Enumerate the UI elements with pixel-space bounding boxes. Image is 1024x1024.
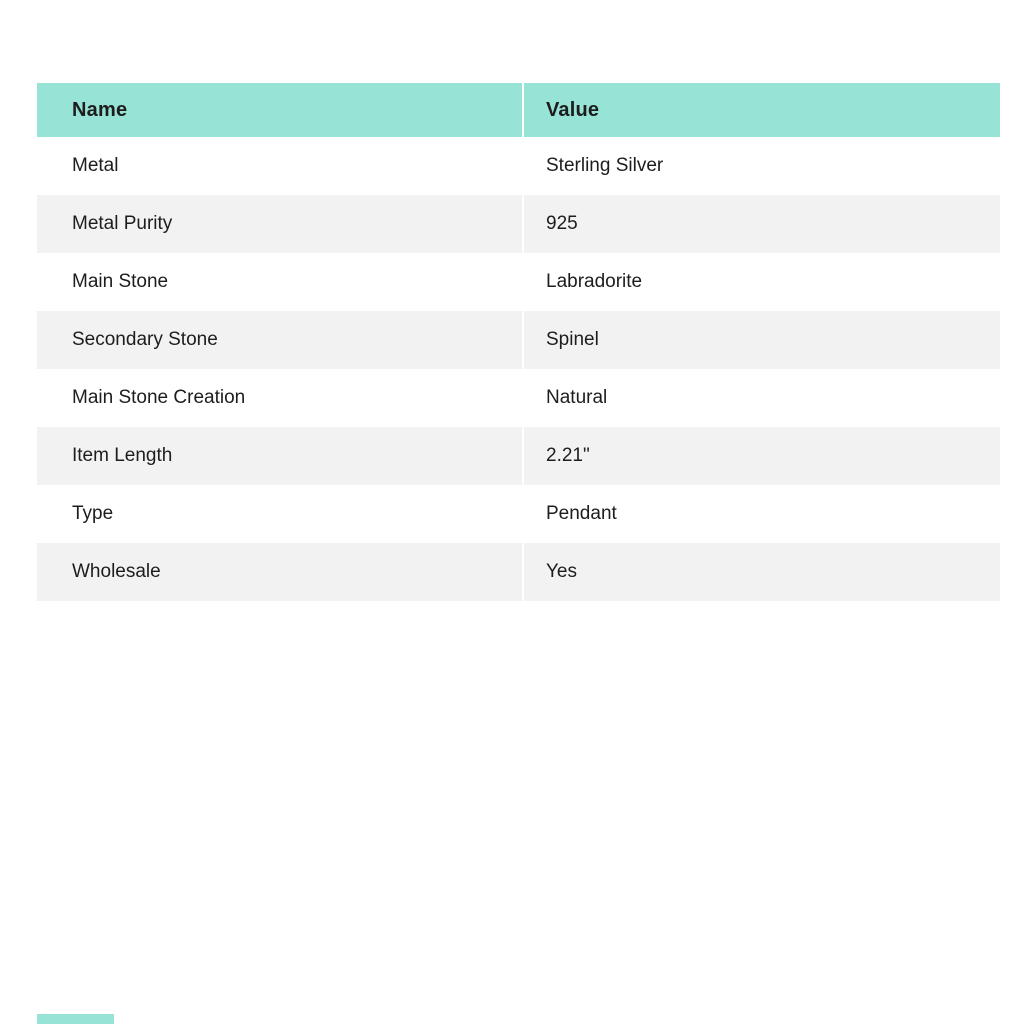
row-name-cell: Main Stone <box>37 253 523 311</box>
row-value-cell: Spinel <box>523 311 1000 369</box>
table-row <box>37 485 1000 543</box>
row-value-cell: Labradorite <box>523 253 1000 311</box>
table-row <box>37 427 1000 485</box>
table-row <box>37 253 1000 311</box>
row-value-cell: Pendant <box>523 485 1000 543</box>
cutoff-next-table-header-fragment <box>37 1014 114 1024</box>
table-row <box>37 543 1000 601</box>
table-row <box>37 195 1000 253</box>
row-name-cell: Wholesale <box>37 543 523 601</box>
spec-table-element <box>37 83 1000 601</box>
row-name-cell: Item Length <box>37 427 523 485</box>
row-name-cell: Metal Purity <box>37 195 523 253</box>
spec-table-body <box>37 137 1000 601</box>
header-cell-name: Name <box>37 83 523 137</box>
row-name-cell: Secondary Stone <box>37 311 523 369</box>
row-value-cell: Sterling Silver <box>523 137 1000 195</box>
row-value-cell: Yes <box>523 543 1000 601</box>
spec-table <box>37 83 1000 601</box>
row-value-cell: 925 <box>523 195 1000 253</box>
table-row <box>37 311 1000 369</box>
table-header-row <box>37 83 1000 137</box>
table-row <box>37 137 1000 195</box>
row-value-cell: Natural <box>523 369 1000 427</box>
row-name-cell: Main Stone Creation <box>37 369 523 427</box>
row-value-cell: 2.21" <box>523 427 1000 485</box>
header-cell-value: Value <box>523 83 1000 137</box>
row-name-cell: Metal <box>37 137 523 195</box>
row-name-cell: Type <box>37 485 523 543</box>
table-row <box>37 369 1000 427</box>
